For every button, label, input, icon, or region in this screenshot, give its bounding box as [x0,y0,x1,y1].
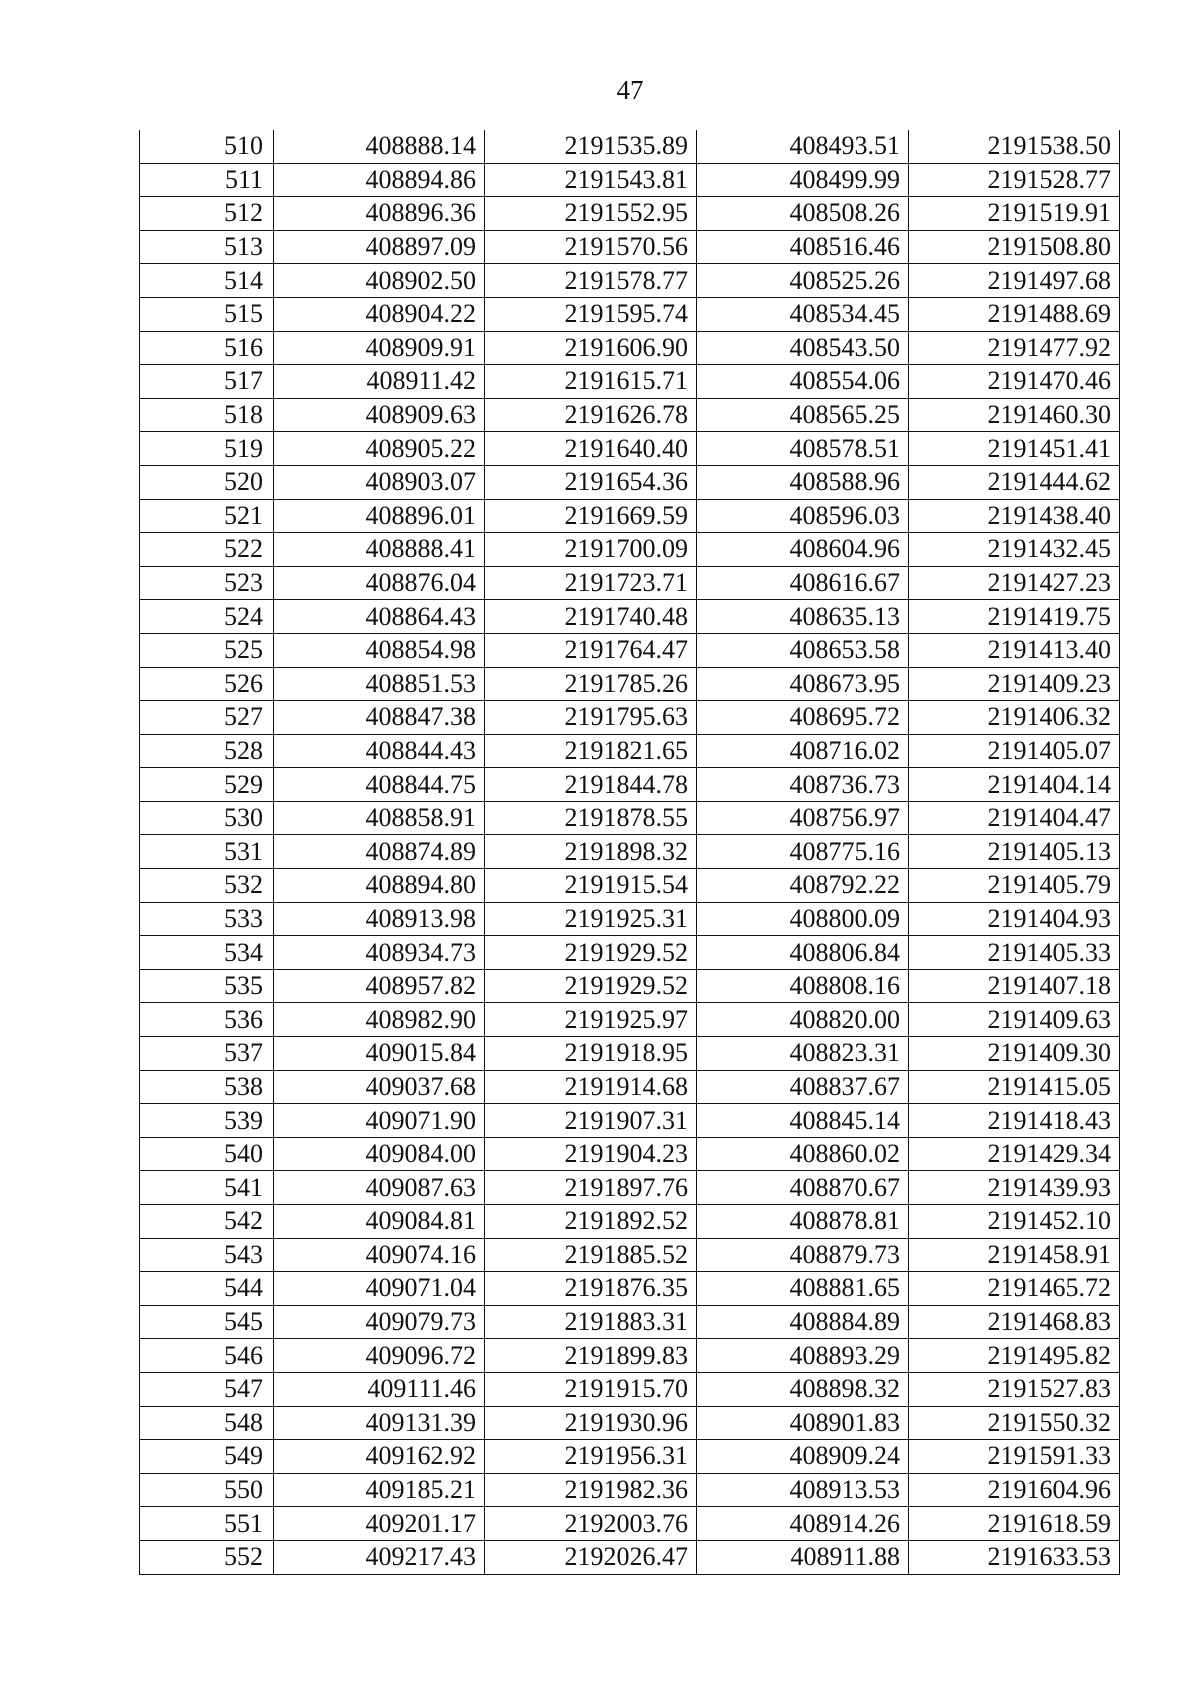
coordinate-cell: 408888.14 [274,130,485,163]
table-row [140,365,1120,399]
coordinate-cell: 408800.09 [697,902,909,936]
coordinate-cell: 2191740.48 [485,600,697,634]
table-row [140,297,1120,331]
coordinate-cell: 408909.63 [274,398,485,432]
point-number-cell: 527 [140,701,274,735]
point-number-cell: 542 [140,1205,274,1239]
coordinate-cell: 2191764.47 [485,633,697,667]
coordinate-cell: 408808.16 [697,969,909,1003]
coordinate-cell: 2191406.32 [909,701,1120,735]
coordinate-cell: 408896.36 [274,197,485,231]
coordinate-cell: 2191432.45 [909,533,1120,567]
table-row [140,1171,1120,1205]
table-row [140,1070,1120,1104]
coordinate-cell: 408897.09 [274,230,485,264]
coordinate-cell: 408516.46 [697,230,909,264]
table-row [140,801,1120,835]
table-row [140,1003,1120,1037]
coordinate-cell: 2191795.63 [485,701,697,735]
table-row [140,600,1120,634]
coordinate-cell: 2191918.95 [485,1037,697,1071]
coordinate-cell: 408914.26 [697,1507,909,1541]
table-row [140,1473,1120,1507]
point-number-cell: 532 [140,869,274,903]
coordinate-cell: 408934.73 [274,936,485,970]
coordinate-cell: 2191899.83 [485,1339,697,1373]
table-row [140,130,1120,163]
coordinate-cell: 408901.83 [697,1406,909,1440]
coordinate-cell: 2191640.40 [485,432,697,466]
coordinate-cell: 2192003.76 [485,1507,697,1541]
coordinate-cell: 408911.42 [274,365,485,399]
coordinate-cell: 2191405.79 [909,869,1120,903]
coordinate-cell: 2191876.35 [485,1272,697,1306]
table-row [140,465,1120,499]
coordinate-cell: 2191915.54 [485,869,697,903]
table-row [140,1507,1120,1541]
coordinate-cell: 408635.13 [697,600,909,634]
coordinate-cell: 408884.89 [697,1305,909,1339]
coordinate-cell: 408858.91 [274,801,485,835]
coordinate-cell: 2191452.10 [909,1205,1120,1239]
table-row [140,1037,1120,1071]
coordinate-cell: 2191418.43 [909,1104,1120,1138]
point-number-cell: 521 [140,499,274,533]
table-row [140,969,1120,1003]
coordinate-cell: 2191669.59 [485,499,697,533]
table-row [140,633,1120,667]
coordinate-cell: 408844.75 [274,768,485,802]
coordinate-cell: 2191468.83 [909,1305,1120,1339]
point-number-cell: 544 [140,1272,274,1306]
coordinate-cell: 2191606.90 [485,331,697,365]
coordinate-cell: 2191883.31 [485,1305,697,1339]
coordinate-cell: 408554.06 [697,365,909,399]
coordinate-cell: 2191892.52 [485,1205,697,1239]
coordinate-cell: 2191821.65 [485,734,697,768]
point-number-cell: 522 [140,533,274,567]
point-number-cell: 525 [140,633,274,667]
table-row [140,869,1120,903]
point-number-cell: 517 [140,365,274,399]
coordinate-cell: 408844.43 [274,734,485,768]
coordinate-cell: 408493.51 [697,130,909,163]
coordinate-cell: 2191956.31 [485,1440,697,1474]
coordinate-cell: 408881.65 [697,1272,909,1306]
point-number-cell: 546 [140,1339,274,1373]
coordinate-cell: 408898.32 [697,1372,909,1406]
point-number-cell: 552 [140,1540,274,1574]
table-row [140,902,1120,936]
table-row [140,1137,1120,1171]
coordinate-cell: 408847.38 [274,701,485,735]
coordinate-cell: 2191626.78 [485,398,697,432]
point-number-cell: 516 [140,331,274,365]
coordinate-cell: 408508.26 [697,197,909,231]
point-number-cell: 550 [140,1473,274,1507]
coordinate-cell: 408736.73 [697,768,909,802]
table-row [140,1238,1120,1272]
coordinate-cell: 2191595.74 [485,297,697,331]
coordinate-cell: 408911.88 [697,1540,909,1574]
coordinate-cell: 2191405.13 [909,835,1120,869]
table-row [140,499,1120,533]
coordinate-cell: 2191488.69 [909,297,1120,331]
coordinate-cell: 408716.02 [697,734,909,768]
table-row [140,197,1120,231]
coordinate-cell: 408578.51 [697,432,909,466]
coordinate-cell: 408913.53 [697,1473,909,1507]
coordinate-cell: 408653.58 [697,633,909,667]
coordinate-cell: 408909.24 [697,1440,909,1474]
coordinate-cell: 409037.68 [274,1070,485,1104]
table-row [140,1406,1120,1440]
point-number-cell: 523 [140,566,274,600]
point-number-cell: 541 [140,1171,274,1205]
coordinate-cell: 2191405.07 [909,734,1120,768]
coordinate-cell: 409201.17 [274,1507,485,1541]
table-row [140,230,1120,264]
table-row [140,163,1120,197]
coordinate-cell: 2191543.81 [485,163,697,197]
coordinate-cell: 2191460.30 [909,398,1120,432]
coordinate-cell: 408854.98 [274,633,485,667]
point-number-cell: 518 [140,398,274,432]
coordinate-cell: 2191419.75 [909,600,1120,634]
table-row [140,835,1120,869]
coordinate-cell: 408902.50 [274,264,485,298]
coordinate-cell: 408673.95 [697,667,909,701]
table-row [140,566,1120,600]
coordinate-cell: 2191458.91 [909,1238,1120,1272]
coordinate-cell: 409071.04 [274,1272,485,1306]
point-number-cell: 536 [140,1003,274,1037]
point-number-cell: 540 [140,1137,274,1171]
coordinate-cell: 2191915.70 [485,1372,697,1406]
table-row [140,1440,1120,1474]
point-number-cell: 514 [140,264,274,298]
table-row [140,936,1120,970]
coordinate-table [139,130,1120,1575]
coordinate-cell: 2191451.41 [909,432,1120,466]
coordinate-cell: 2191470.46 [909,365,1120,399]
coordinate-cell: 408820.00 [697,1003,909,1037]
coordinate-cell: 408870.67 [697,1171,909,1205]
coordinate-cell: 408845.14 [697,1104,909,1138]
point-number-cell: 531 [140,835,274,869]
coordinate-cell: 409131.39 [274,1406,485,1440]
coordinate-cell: 408792.22 [697,869,909,903]
table-row [140,398,1120,432]
point-number-cell: 549 [140,1440,274,1474]
coordinate-cell: 2191465.72 [909,1272,1120,1306]
table-row [140,701,1120,735]
coordinate-cell: 408534.45 [697,297,909,331]
point-number-cell: 538 [140,1070,274,1104]
coordinate-cell: 2191897.76 [485,1171,697,1205]
coordinate-cell: 408565.25 [697,398,909,432]
coordinate-cell: 408905.22 [274,432,485,466]
coordinate-cell: 408894.80 [274,869,485,903]
coordinate-cell: 408525.26 [697,264,909,298]
coordinate-cell: 408957.82 [274,969,485,1003]
coordinate-cell: 408543.50 [697,331,909,365]
coordinate-cell: 2191409.23 [909,667,1120,701]
coordinate-cell: 408909.91 [274,331,485,365]
coordinate-cell: 409015.84 [274,1037,485,1071]
coordinate-cell: 409084.81 [274,1205,485,1239]
coordinate-cell: 2191929.52 [485,969,697,1003]
coordinate-cell: 2191604.96 [909,1473,1120,1507]
coordinate-cell: 2191477.92 [909,331,1120,365]
coordinate-cell: 409096.72 [274,1339,485,1373]
coordinate-cell: 2191405.33 [909,936,1120,970]
coordinate-cell: 408851.53 [274,667,485,701]
coordinate-cell: 409162.92 [274,1440,485,1474]
point-number-cell: 545 [140,1305,274,1339]
coordinate-cell: 2191415.05 [909,1070,1120,1104]
coordinate-cell: 2191633.53 [909,1540,1120,1574]
coordinate-cell: 2191785.26 [485,667,697,701]
coordinate-cell: 2191404.14 [909,768,1120,802]
coordinate-cell: 408894.86 [274,163,485,197]
coordinate-cell: 2191552.95 [485,197,697,231]
table-row [140,1205,1120,1239]
point-number-cell: 515 [140,297,274,331]
coordinate-cell: 2191898.32 [485,835,697,869]
table-row [140,533,1120,567]
coordinate-cell: 2191615.71 [485,365,697,399]
coordinate-cell: 2191519.91 [909,197,1120,231]
point-number-cell: 520 [140,465,274,499]
coordinate-cell: 2191535.89 [485,130,697,163]
point-number-cell: 519 [140,432,274,466]
coordinate-cell: 408695.72 [697,701,909,735]
point-number-cell: 512 [140,197,274,231]
coordinate-cell: 408888.41 [274,533,485,567]
coordinate-cell: 408616.67 [697,566,909,600]
table-row [140,264,1120,298]
coordinate-cell: 2191404.47 [909,801,1120,835]
coordinate-cell: 409111.46 [274,1372,485,1406]
coordinate-cell: 2191925.97 [485,1003,697,1037]
coordinate-cell: 2191700.09 [485,533,697,567]
coordinate-cell: 2191495.82 [909,1339,1120,1373]
coordinate-cell: 2191925.31 [485,902,697,936]
coordinate-cell: 409071.90 [274,1104,485,1138]
coordinate-cell: 408823.31 [697,1037,909,1071]
coordinate-cell: 408878.81 [697,1205,909,1239]
coordinate-cell: 2191914.68 [485,1070,697,1104]
coordinate-cell: 2191404.93 [909,902,1120,936]
coordinate-cell: 408499.99 [697,163,909,197]
coordinate-cell: 409217.43 [274,1540,485,1574]
coordinate-cell: 2191618.59 [909,1507,1120,1541]
coordinate-cell: 408879.73 [697,1238,909,1272]
point-number-cell: 524 [140,600,274,634]
coordinate-cell: 408876.04 [274,566,485,600]
coordinate-cell: 409074.16 [274,1238,485,1272]
point-number-cell: 534 [140,936,274,970]
coordinate-cell: 2191429.34 [909,1137,1120,1171]
coordinate-cell: 2191409.63 [909,1003,1120,1037]
coordinate-cell: 408903.07 [274,465,485,499]
point-number-cell: 539 [140,1104,274,1138]
table-row [140,1104,1120,1138]
coordinate-cell: 408874.89 [274,835,485,869]
coordinate-cell: 2191982.36 [485,1473,697,1507]
coordinate-cell: 408860.02 [697,1137,909,1171]
coordinate-cell: 2191929.52 [485,936,697,970]
point-number-cell: 529 [140,768,274,802]
coordinate-cell: 408837.67 [697,1070,909,1104]
coordinate-table-container [139,130,1119,1575]
point-number-cell: 513 [140,230,274,264]
point-number-cell: 543 [140,1238,274,1272]
coordinate-cell: 2191538.50 [909,130,1120,163]
coordinate-cell: 2191550.32 [909,1406,1120,1440]
coordinate-cell: 408596.03 [697,499,909,533]
coordinate-cell: 408896.01 [274,499,485,533]
page-number: 47 [616,75,644,105]
coordinate-cell: 2191497.68 [909,264,1120,298]
coordinate-cell: 2191723.71 [485,566,697,600]
coordinate-cell: 2191444.62 [909,465,1120,499]
point-number-cell: 548 [140,1406,274,1440]
coordinate-cell: 408904.22 [274,297,485,331]
point-number-cell: 551 [140,1507,274,1541]
table-row [140,1540,1120,1574]
coordinate-cell: 408982.90 [274,1003,485,1037]
coordinate-cell: 408756.97 [697,801,909,835]
coordinate-cell: 2191654.36 [485,465,697,499]
point-number-cell: 511 [140,163,274,197]
coordinate-cell: 408775.16 [697,835,909,869]
point-number-cell: 526 [140,667,274,701]
coordinate-cell: 2191844.78 [485,768,697,802]
coordinate-cell: 2191413.40 [909,633,1120,667]
coordinate-cell: 2191578.77 [485,264,697,298]
coordinate-cell: 2191409.30 [909,1037,1120,1071]
coordinate-cell: 2191527.83 [909,1372,1120,1406]
coordinate-cell: 2191438.40 [909,499,1120,533]
table-row [140,1272,1120,1306]
coordinate-table-body [140,130,1120,1574]
coordinate-cell: 409185.21 [274,1473,485,1507]
table-row [140,1305,1120,1339]
coordinate-cell: 408864.43 [274,600,485,634]
coordinate-cell: 2191439.93 [909,1171,1120,1205]
coordinate-cell: 2191591.33 [909,1440,1120,1474]
point-number-cell: 533 [140,902,274,936]
coordinate-cell: 2191904.23 [485,1137,697,1171]
coordinate-cell: 2191407.18 [909,969,1120,1003]
point-number-cell: 528 [140,734,274,768]
table-row [140,734,1120,768]
coordinate-cell: 409079.73 [274,1305,485,1339]
coordinate-cell: 2191878.55 [485,801,697,835]
table-row [140,1339,1120,1373]
coordinate-cell: 2191528.77 [909,163,1120,197]
coordinate-cell: 409084.00 [274,1137,485,1171]
point-number-cell: 530 [140,801,274,835]
coordinate-cell: 408604.96 [697,533,909,567]
point-number-cell: 547 [140,1372,274,1406]
table-row [140,1372,1120,1406]
coordinate-cell: 408913.98 [274,902,485,936]
point-number-cell: 510 [140,130,274,163]
coordinate-cell: 408806.84 [697,936,909,970]
coordinate-cell: 408588.96 [697,465,909,499]
coordinate-cell: 2191427.23 [909,566,1120,600]
table-row [140,667,1120,701]
coordinate-cell: 2191508.80 [909,230,1120,264]
coordinate-cell: 408893.29 [697,1339,909,1373]
coordinate-cell: 2191907.31 [485,1104,697,1138]
point-number-cell: 537 [140,1037,274,1071]
coordinate-cell: 2191930.96 [485,1406,697,1440]
coordinate-cell: 2191570.56 [485,230,697,264]
coordinate-cell: 409087.63 [274,1171,485,1205]
table-row [140,331,1120,365]
table-row [140,768,1120,802]
coordinate-cell: 2191885.52 [485,1238,697,1272]
coordinate-cell: 2192026.47 [485,1540,697,1574]
table-row [140,432,1120,466]
point-number-cell: 535 [140,969,274,1003]
